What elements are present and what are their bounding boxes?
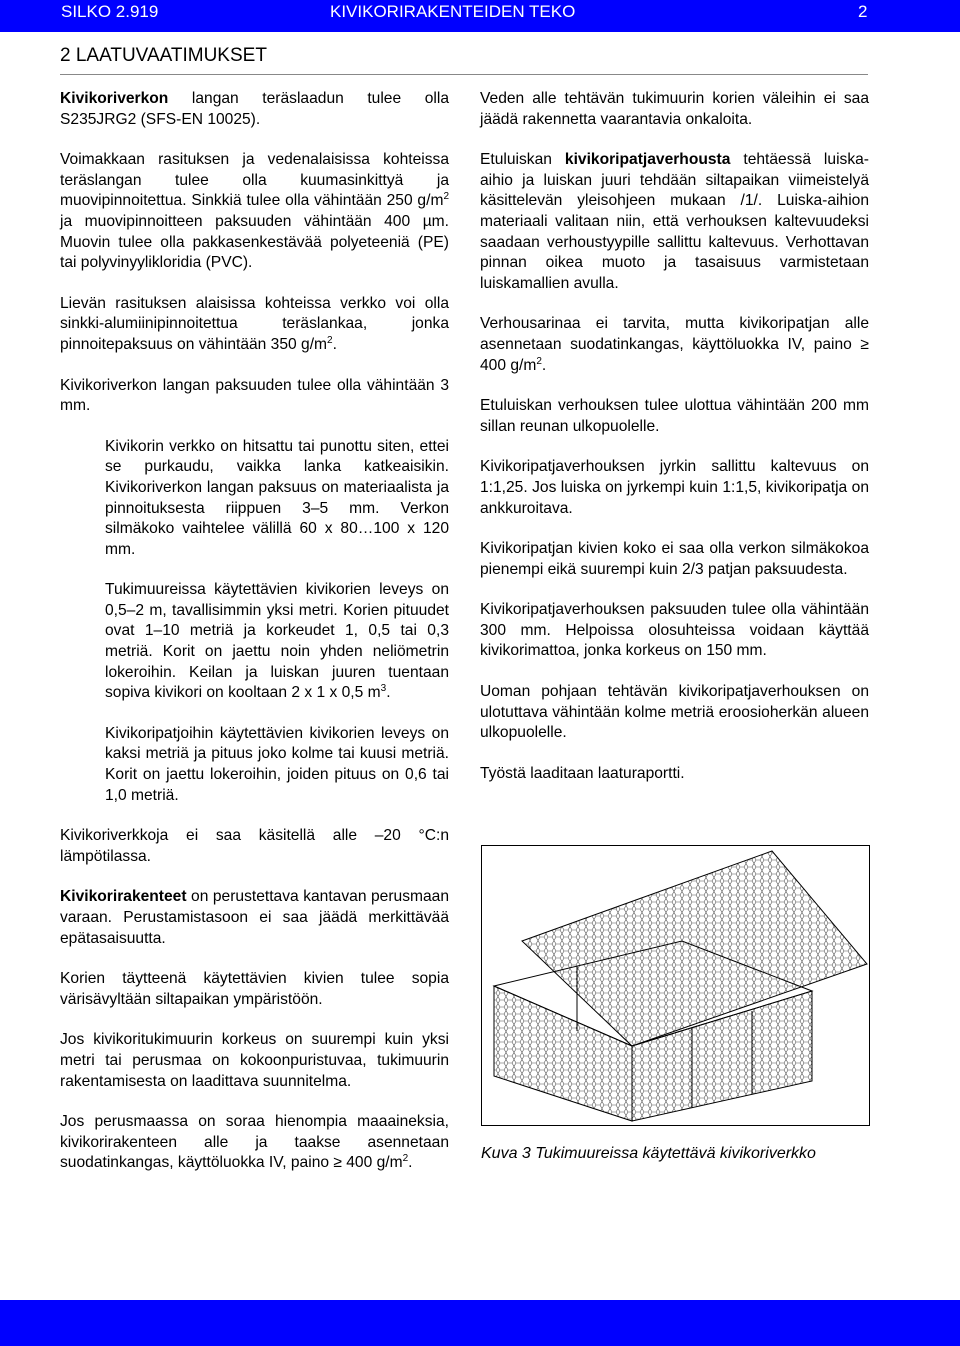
bold-term: Kivikorirakenteet	[60, 888, 187, 906]
paragraph: Veden alle tehtävän tukimuurin korien väleihin ei saa jäädä rakennetta vaarantavia onkaloita.	[480, 90, 869, 128]
paragraph: Kivikoripatjan kivien koko ei saa olla verkon silmäkokoa pienempi eikä suurempi kuin 2/3 patjan paksuudesta.	[480, 540, 869, 578]
paragraph: Kivikoripatjaverhouksen jyrkin sallittu kaltevuus on 1:1,25. Jos luiska on jyrkempi kuin 1:1,5, kivikoripatja on ankkuroitava.	[480, 458, 869, 517]
bold-term: kivikoripatjaverhousta	[564, 151, 731, 169]
gabion-figure	[481, 845, 870, 1126]
paragraph: Lievän rasituksen alaisissa kohteissa verkko voi olla sinkki-alumiinipinnoitettua teräslankaa, jonka pinnoitepaksuus on vähintään 350 $g/m^2$.	[60, 294, 449, 353]
paragraph: Uoman pohjaan tehtävän kivikoripatjaverhouksen on ulotuttava vähintään kolme metriä eroosioherkän alueen ulkopuolelle.	[480, 683, 869, 742]
paragraph: Kivikoriverkkoja ei saa käsitellä alle –20 °C:n lämpötilassa.	[60, 827, 449, 865]
paragraph: Jos perusmaassa on soraa hienompia maaaineksia, kivikorirakenteen alle ja taakse asennetaan suodatinkangas, käyttöluokka IV, paino ≥ 400 $g/m^2$.	[60, 1113, 449, 1172]
page-footer-bar	[0, 1300, 960, 1346]
paragraph: Korien täytteenä käytettävien kivien tulee sopia värisävyltään siltapaikan ympäristöön.	[60, 970, 449, 1008]
paragraph: Kivikoriverkon langan paksuuden tulee olla vähintään 3 mm.	[60, 376, 449, 415]
paragraph: Kivikoriverkon langan teräslaadun tulee olla S235JRG2 (SFS-EN 10025).	[60, 90, 449, 128]
paragraph: Etuluiskan verhouksen tulee ulottua vähintään 200 mm sillan reunan ulkopuolelle.	[480, 397, 869, 435]
section-title: 2 LAATUVAATIMUKSET	[60, 45, 267, 66]
figure-caption: Kuva 3 Tukimuureissa käytettävä kivikoriverkko	[481, 1145, 816, 1162]
right-column	[480, 89, 869, 804]
paragraph: Kivikoripatjaverhouksen paksuuden tulee olla vähintään 300 mm. Helpoissa olosuhteissa voidaan käyttää kivikorimattoa, jonka korkeus on 150 mm.	[480, 601, 869, 660]
gabion-basket-illustration	[482, 846, 869, 1125]
indented-paragraph: Tukimuureissa käytettävien kivikorien leveys on 0,5–2 m, tavallisimmin yksi metri. Korien pituudet ovat 1–10 metriä ja korkeudet 1, 0,5 tai 0,3 metriä. Korit on jaettu noin yhden neliömetrin lokeroihin. Keilan ja luiskan juuren tuentaan sopiva kivikori on kooltaan 2 x 1 x 0,5 $m^3$.	[105, 581, 449, 702]
title-divider	[60, 74, 868, 75]
page-number: 2	[858, 2, 868, 21]
indented-paragraph: Kivikoripatjoihin käytettävien kivikorien leveys on kaksi metriä ja pituus joko kolme tai kuusi metriä. Korit on jaettu lokeroihin, joiden pituus on 0,6 tai 1,0 metriä.	[105, 724, 449, 804]
paragraph: Kivikorirakenteet on perustettava kantavan perusmaan varaan. Perustamistasoon ei saa jäädä merkittävää epätasaisuutta.	[60, 888, 449, 947]
indented-paragraph: Kivikorin verkko on hitsattu tai punottu siten, ettei se purkaudu, vaikka lanka katkeaisikin. Kivikoriverkon langan paksuus on materiaalista ja pinnoituksesta riippuen 3–5 mm. Verkon silmäkoko vaihtelee välillä 60 x 80…100 x 120 mm.	[105, 437, 449, 558]
bold-term: Kivikoriverkon	[60, 90, 169, 107]
document-title: KIVIKORIRAKENTEIDEN TEKO	[330, 2, 576, 21]
paragraph: Jos kivikoritukimuurin korkeus on suurempi kuin yksi metri tai perusmaa on kokoonpuristuvaa, tukimuurin rakentamisesta on laadittava suunnitelma.	[60, 1031, 449, 1090]
paragraph: Työstä laaditaan laaturaportti.	[480, 764, 685, 782]
paragraph: Voimakkaan rasituksen ja vedenalaisissa kohteissa teräslangan tulee olla kuumasinkittyä ja muovipinnoitettua. Sinkkiä tulee olla vähintään 250 $g/m^2$ ja muovipinnoitteen paksuuden vähintään 400 µm. Muovin tulee olla pakkasenkestävää polyeteeniä (PE) tai polyvinyylikloridia (PVC).	[60, 151, 449, 272]
lid-panel	[522, 851, 867, 1046]
paragraph: Verhousarinaa ei tarvita, mutta kivikoripatjan alle asennetaan suodatinkangas, käyttöluokka IV, paino ≥ 400 $g/m^2$.	[480, 315, 869, 374]
page-header-bar	[0, 0, 960, 32]
left-column	[60, 89, 449, 1194]
document-code: SILKO 2.919	[61, 2, 159, 21]
paragraph: Etuluiskan kivikoripatjaverhousta tehtäessä luiska-aihio ja luiskan juuri tehdään siltapaikan viimeistelyä käsittelevän yleisohjeen mukaan /1/. Luiska-aihion materiaali valitaan niin, että verhouksen kaltevuudeksi saadaan verhoustyypille sallittu kaltevuus. Verhottavan pinnan oikea muoto ja tasaisuus varmistetaan luiskamallien avulla.	[480, 151, 869, 292]
